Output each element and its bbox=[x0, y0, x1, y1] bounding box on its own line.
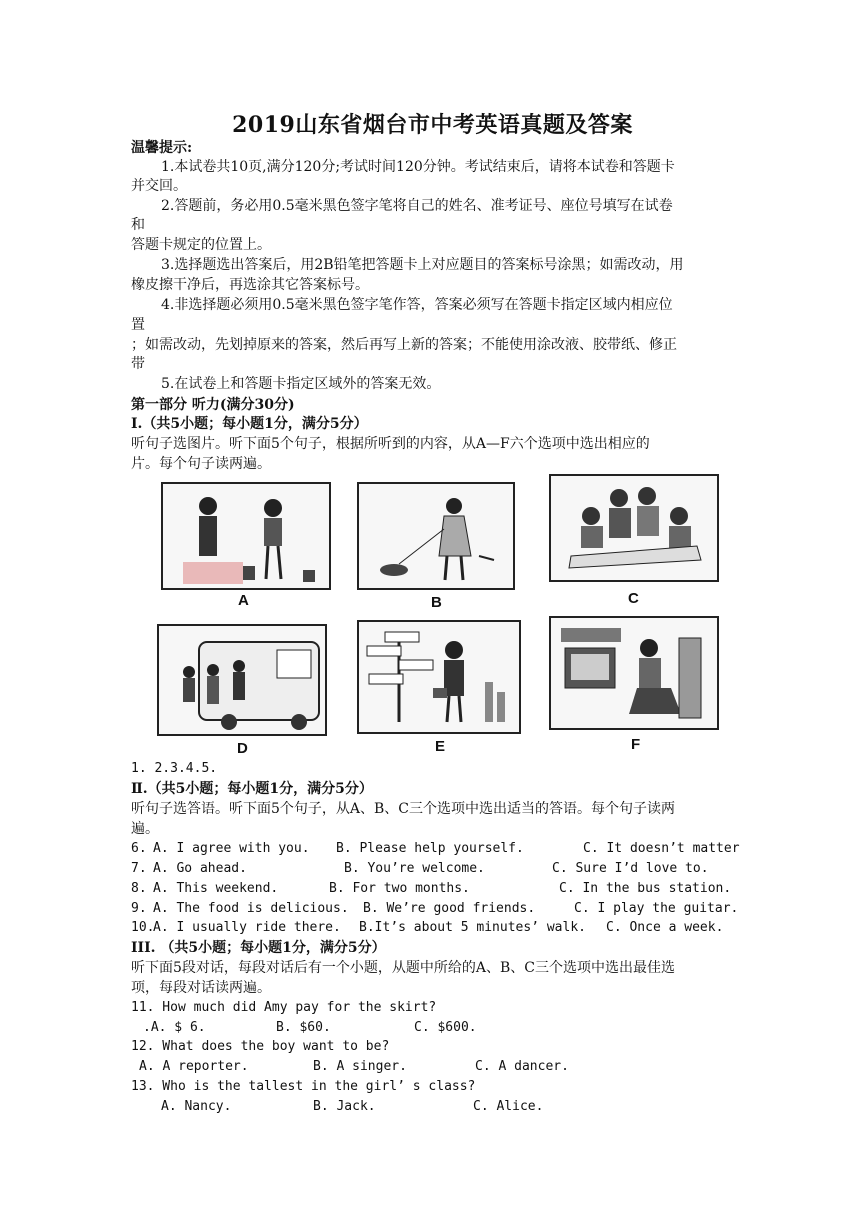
picture-a bbox=[161, 482, 331, 590]
option-b: B. $60. bbox=[276, 1020, 331, 1035]
notice-line: 3.选择题选出答案后，用2B铅笔把答题卡上对应题目的答案标号涂黑；如需改动，用 bbox=[161, 257, 684, 273]
picture-f bbox=[549, 616, 719, 730]
part1-heading: 第一部分 听力(满分30分) bbox=[131, 397, 295, 413]
lost-at-signpost-illustration bbox=[359, 622, 519, 732]
option-b: B. You’re welcome. bbox=[344, 861, 485, 876]
section3-instruction: 听下面5段对话，每段对话后有一个小题，从题中所给的A、B、C三个选项中选出最佳选 bbox=[131, 960, 676, 976]
option-b: B. A singer. bbox=[313, 1059, 407, 1074]
question-text: 11. How much did Amy pay for the skirt? bbox=[131, 1000, 437, 1015]
picture-a-label: A bbox=[238, 592, 249, 609]
notice-line: 和 bbox=[131, 217, 145, 233]
picture-c bbox=[549, 474, 719, 582]
question-number: 9. bbox=[131, 901, 147, 916]
notice-line: 答题卡规定的位置上。 bbox=[131, 237, 271, 253]
computer-room-illustration bbox=[551, 618, 717, 728]
option-a: A. I usually ride there. bbox=[153, 920, 341, 935]
notice-line: 置 bbox=[131, 317, 145, 333]
picture-d bbox=[157, 624, 327, 736]
notice-line: 橡皮擦干净后，再选涂其它答案标号。 bbox=[131, 277, 369, 293]
question-number: 7. bbox=[131, 861, 147, 876]
option-a: .A. $ 6. bbox=[143, 1020, 206, 1035]
option-a: A. I agree with you. bbox=[153, 841, 310, 856]
question-number: 8. bbox=[131, 881, 147, 896]
shopping-women-illustration bbox=[163, 484, 329, 588]
notice-line: 并交回。 bbox=[131, 178, 187, 194]
option-c: C. Once a week. bbox=[606, 920, 724, 935]
option-b: B.It’s about 5 minutes’ walk. bbox=[359, 920, 586, 935]
option-a: A. Nancy. bbox=[161, 1099, 232, 1114]
page-title: 2019山东省烟台市中考英语真题及答案 bbox=[232, 112, 633, 138]
section1-answer-blanks: 1. 2.3.4.5. bbox=[131, 761, 218, 776]
picture-e bbox=[357, 620, 521, 734]
question-row bbox=[131, 840, 741, 858]
option-c: C. It doesn’t matter bbox=[583, 841, 740, 856]
group-study-illustration bbox=[551, 476, 717, 580]
option-c: C. $600. bbox=[414, 1020, 477, 1035]
question-text: 12. What does the boy want to be? bbox=[131, 1039, 390, 1054]
option-a: A. Go ahead. bbox=[153, 861, 247, 876]
question-row bbox=[131, 919, 741, 937]
question-row bbox=[131, 880, 741, 898]
option-c: C. I play the guitar. bbox=[574, 901, 739, 916]
notice-line: 4.非选择题必须用0.5毫米黑色签字笔作答，答案必须写在答题卡指定区域内相应位 bbox=[161, 297, 673, 313]
picture-d-label: D bbox=[237, 740, 248, 757]
option-a: A. A reporter. bbox=[139, 1059, 249, 1074]
picture-e-label: E bbox=[435, 738, 446, 755]
notice-line: 1.本试卷共10页,满分120分;考试时间120分钟。考试结束后，请将本试卷和答题卡 bbox=[161, 159, 675, 175]
picture-f-label: F bbox=[631, 736, 641, 753]
picture-grid bbox=[153, 474, 738, 762]
question-row bbox=[131, 860, 741, 878]
option-b: B. For two months. bbox=[329, 881, 470, 896]
question-number: 6. bbox=[131, 841, 147, 856]
option-a: A. This weekend. bbox=[153, 881, 279, 896]
walking-dog-illustration bbox=[359, 484, 513, 588]
question-row bbox=[131, 900, 741, 918]
option-a: A. The food is delicious. bbox=[153, 901, 349, 916]
section1-instruction: 片。每个句子读两遍。 bbox=[131, 456, 271, 472]
section2-instruction: 遍。 bbox=[131, 821, 159, 837]
notice-heading: 温馨提示: bbox=[131, 140, 193, 156]
option-c: C. In the bus station. bbox=[559, 881, 732, 896]
picture-b bbox=[357, 482, 515, 590]
section3-instruction: 项，每段对话读两遍。 bbox=[131, 980, 271, 996]
section2-instruction: 听句子选答语。听下面5个句子，从A、B、C三个选项中选出适当的答语。每个句子读两 bbox=[131, 801, 676, 817]
notice-line: 2.答题前，务必用0.5毫米黑色签字笔将自己的姓名、准考证号、座位号填写在试卷 bbox=[161, 198, 673, 214]
option-c: C. Alice. bbox=[473, 1099, 544, 1114]
picture-b-label: B bbox=[431, 594, 442, 611]
notice-line: ；如需改动，先划掉原来的答案，然后再写上新的答案；不能使用涂改液、胶带纸、修正 bbox=[131, 337, 677, 353]
section3-heading: III. （共5小题；每小题1分，满分5分） bbox=[131, 940, 386, 956]
option-b: B. We’re good friends. bbox=[363, 901, 536, 916]
option-b: B. Please help yourself. bbox=[336, 841, 524, 856]
section1-heading: Ⅰ.（共5小题；每小题1分，满分5分） bbox=[131, 416, 368, 432]
section1-instruction: 听句子选图片。听下面5个句子，根据所听到的内容，从A—F六个选项中选出相应的 bbox=[131, 436, 650, 452]
option-c: C. A dancer. bbox=[475, 1059, 569, 1074]
picture-c-label: C bbox=[628, 590, 639, 607]
option-b: B. Jack. bbox=[313, 1099, 376, 1114]
section2-heading: Ⅱ.（共5小题；每小题1分，满分5分） bbox=[131, 781, 373, 797]
option-c: C. Sure I’d love to. bbox=[552, 861, 709, 876]
question-text: 13. Who is the tallest in the girl’ s class? bbox=[131, 1079, 476, 1094]
bus-boarding-illustration bbox=[159, 626, 325, 734]
notice-line: 带 bbox=[131, 356, 145, 372]
notice-line: 5.在试卷上和答题卡指定区域外的答案无效。 bbox=[161, 376, 441, 392]
question-number: 10. bbox=[131, 920, 155, 935]
